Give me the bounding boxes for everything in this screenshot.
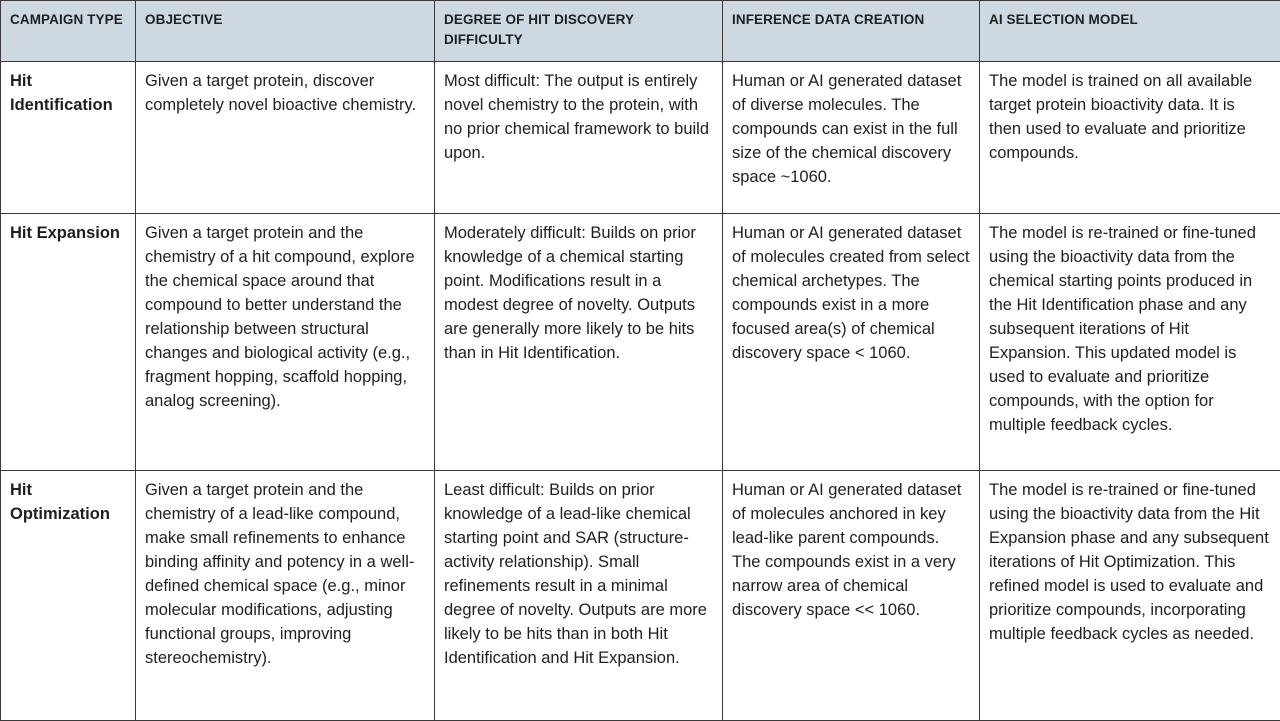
inference-cell: Human or AI generated dataset of molecules anchored in key lead-like parent compounds. The compounds exist in a very narrow area of chemical discovery space << 1060. — [723, 471, 980, 721]
model-cell: The model is re-trained or fine-tuned using the bioactivity data from the chemical starting points produced in the Hit Identification phase and any subsequent iterations of Hit Expansion. This updated model is used to evaluate and prioritize compounds, with the option for multiple feedback cycles. — [980, 214, 1280, 471]
header-ai-model: AI SELECTION MODEL — [980, 1, 1280, 62]
campaign-type-cell: Hit Identification — [1, 62, 136, 214]
difficulty-cell: Least difficult: Builds on prior knowledge of a lead-like chemical starting point and SAR (structure-activity relationship). Small refinements result in a minimal degree of novelty. Outputs are more likely to be hits than in both Hit Identification and Hit Expansion. — [435, 471, 723, 721]
header-objective: OBJECTIVE — [136, 1, 435, 62]
table-row — [1, 214, 1280, 471]
model-cell: The model is trained on all available target protein bioactivity data. It is then used to evaluate and prioritize compounds. — [980, 62, 1280, 214]
inference-cell: Human or AI generated dataset of diverse molecules. The compounds can exist in the full size of the chemical discovery space ~1060. — [723, 62, 980, 214]
inference-cell: Human or AI generated dataset of molecules created from select chemical archetypes. The compounds exist in a more focused area(s) of chemical discovery space < 1060. — [723, 214, 980, 471]
table-body — [1, 62, 1280, 721]
header-campaign-type: CAMPAIGN TYPE — [1, 1, 136, 62]
campaign-type-cell: Hit Optimization — [1, 471, 136, 721]
model-cell: The model is re-trained or fine-tuned using the bioactivity data from the Hit Expansion phase and any subsequent iterations of Hit Optimization. This refined model is used to evaluate and prioritize compounds, incorporating multiple feedback cycles as needed. — [980, 471, 1280, 721]
objective-cell: Given a target protein and the chemistry of a lead-like compound, make small refinements to enhance binding affinity and potency in a well-defined chemical space (e.g., minor molecular modifications, adjusting functional groups, improving stereochemistry). — [136, 471, 435, 721]
table-header — [1, 1, 1280, 62]
campaign-type-cell: Hit Expansion — [1, 214, 136, 471]
difficulty-cell: Most difficult: The output is entirely novel chemistry to the protein, with no prior chemical framework to build upon. — [435, 62, 723, 214]
difficulty-cell: Moderately difficult: Builds on prior knowledge of a chemical starting point. Modifications result in a modest degree of novelty. Outputs are generally more likely to be hits than in Hit Identification. — [435, 214, 723, 471]
header-difficulty: DEGREE OF HIT DISCOVERY DIFFICULTY — [435, 1, 723, 62]
table-row — [1, 62, 1280, 214]
header-inference-data: INFERENCE DATA CREATION — [723, 1, 980, 62]
objective-cell: Given a target protein and the chemistry of a hit compound, explore the chemical space around that compound to better understand the relationship between structural changes and biological activity (e.g., fragment hopping, scaffold hopping, analog screening). — [136, 214, 435, 471]
objective-cell: Given a target protein, discover completely novel bioactive chemistry. — [136, 62, 435, 214]
table-row — [1, 471, 1280, 721]
header-row — [1, 1, 1280, 62]
